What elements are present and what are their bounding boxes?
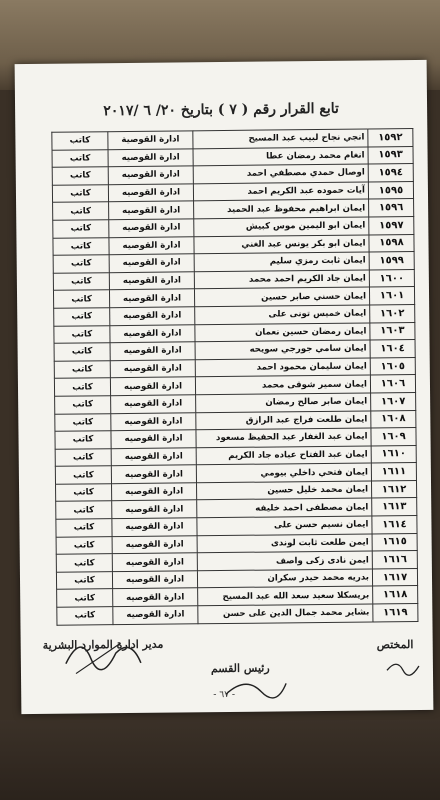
department: ادارة القوصيه [109, 219, 194, 237]
department: ادارة القوصيه [113, 606, 198, 624]
row-number: ١٥٩٣ [368, 146, 413, 164]
row-number: ١٦٠٧ [371, 392, 416, 410]
employee-name: ايمان عبد الفتاح عباده جاد الكريم [196, 446, 371, 465]
job-title: كاتب [55, 413, 111, 431]
row-number: ١٦١٩ [373, 604, 418, 622]
row-number: ١٦٠٦ [370, 375, 415, 393]
department: ادارة القوصيه [110, 360, 195, 378]
job-title: كاتب [55, 431, 111, 449]
employee-name: ايمان ابراهيم محفوظ عبد الحميد [194, 199, 369, 218]
job-title: كاتب [56, 572, 112, 590]
employee-name: ايمان سمير شوقى محمد [195, 375, 370, 394]
department: ادارة القوصيه [112, 518, 197, 536]
job-title: كاتب [55, 466, 111, 484]
employee-name: ايمان عبد الغفار عبد الحفيظ مسعود [196, 428, 371, 447]
employee-name: ايمان فتحي داخلي بيومي [196, 463, 371, 482]
job-title: كاتب [53, 290, 109, 308]
job-title: كاتب [53, 220, 109, 238]
job-title: كاتب [52, 132, 108, 150]
job-title: كاتب [52, 167, 108, 185]
background-bottom [0, 720, 440, 800]
row-number: ١٦١٦ [372, 551, 417, 569]
employee-name: ايمان محمد خليل حسين [197, 481, 372, 500]
job-title: كاتب [55, 396, 111, 414]
row-number: ١٦١٧ [372, 568, 417, 586]
row-number: ١٦١٤ [372, 516, 417, 534]
employee-name: ايمن نادى زكى واصف [197, 551, 372, 570]
department: ادارة القوصية [108, 131, 193, 149]
row-number: ١٦٠١ [369, 287, 414, 305]
row-number: ١٥٩٢ [368, 129, 413, 147]
department: ادارة القوصيه [109, 236, 194, 254]
department: ادارة القوصيه [111, 447, 196, 465]
table-row [57, 604, 418, 625]
department: ادارة القوصيه [108, 166, 193, 184]
row-number: ١٦٠٥ [370, 357, 415, 375]
row-number: ١٦٠٢ [370, 304, 415, 322]
row-number: ١٦١٣ [372, 498, 417, 516]
job-title: كاتب [52, 184, 108, 202]
employee-name: بشاير محمد جمال الدين على حسن [198, 604, 373, 623]
department: ادارة القوصيه [111, 412, 196, 430]
job-title: كاتب [52, 149, 108, 167]
job-title: كاتب [54, 325, 110, 343]
job-title: كاتب [56, 519, 112, 537]
row-number: ١٦١٠ [371, 445, 416, 463]
job-title: كاتب [53, 237, 109, 255]
job-title: كاتب [57, 589, 113, 607]
department: ادارة القوصيه [112, 500, 197, 518]
employee-name: ايمان خميس تونى على [195, 305, 370, 324]
department: ادارة القوصيه [112, 571, 197, 589]
employee-name: آيات حموده عبد الكريم احمد [193, 182, 368, 201]
department: ادارة القوصيه [111, 465, 196, 483]
employee-name: ايمان حسني صابر حسين [194, 287, 369, 306]
row-number: ١٦١٥ [372, 533, 417, 551]
employee-name: انغام محمد رمضان عطا [193, 147, 368, 166]
handwritten-signature-right [383, 656, 423, 680]
department: ادارة القوصيه [109, 254, 194, 272]
row-number: ١٥٩٥ [368, 181, 413, 199]
employee-name: ايمن طلعت ثابت لوندى [197, 534, 372, 553]
job-title: كاتب [54, 378, 110, 396]
signature-department-head: رئيس القسم [210, 661, 270, 676]
row-number: ١٦٠٤ [370, 340, 415, 358]
row-number: ١٥٩٨ [369, 234, 414, 252]
job-title: كاتب [53, 272, 109, 290]
department: ادارة القوصيه [112, 535, 197, 553]
employee-name: ايمان نسيم حسن على [197, 516, 372, 535]
department: ادارة القوصيه [108, 148, 193, 166]
employee-name: ايمان رمضان حسين نعمان [195, 323, 370, 342]
employee-name: انجي نجاح لبيب عبد المسيح [193, 129, 368, 148]
employee-name: ايمان ابو بكر يونس عبد الغني [194, 235, 369, 254]
signature-hr-manager: مدير ادارة الموارد البشرية [42, 637, 164, 652]
row-number: ١٦٠٠ [369, 269, 414, 287]
row-number: ١٦١٨ [373, 586, 418, 604]
row-number: ١٦٠٣ [370, 322, 415, 340]
job-title: كاتب [56, 501, 112, 519]
row-number: ١٦٠٨ [371, 410, 416, 428]
department: ادارة القوصيه [113, 588, 198, 606]
employee-name: بريسكلا سعيد سعد الله عبد المسيح [198, 586, 373, 605]
row-number: ١٥٩٦ [369, 199, 414, 217]
department: ادارة القوصيه [110, 342, 195, 360]
employee-name: ايمان طلعت فراج عبد الرازق [196, 410, 371, 429]
department: ادارة القوصيه [111, 430, 196, 448]
department: ادارة القوصيه [110, 324, 195, 342]
job-title: كاتب [54, 308, 110, 326]
employee-name: اوصال حمدي مصطفي احمد [193, 164, 368, 183]
department: ادارة القوصيه [112, 553, 197, 571]
page-title: تابع القرار رقم ( ٧ ) بتاريخ ٢٠/ ٦ /٢٠١٧ [103, 100, 339, 120]
department: ادارة القوصيه [110, 377, 195, 395]
employee-name: ايمان سليمان محمود احمد [195, 358, 370, 377]
row-number: ١٦٠٩ [371, 428, 416, 446]
job-title: كاتب [54, 343, 110, 361]
department: ادارة القوصيه [110, 307, 195, 325]
job-title: كاتب [53, 202, 109, 220]
page-number: - ٦٧ - [213, 689, 236, 701]
employee-name: ايمان مصطفى احمد خليفه [197, 498, 372, 517]
employee-name: بدريه محمد حيدر سكران [197, 569, 372, 588]
department: ادارة القوصيه [111, 395, 196, 413]
signature-specialist: المختص [376, 638, 414, 652]
handwritten-signature-left [60, 623, 151, 684]
row-number: ١٦١٢ [371, 480, 416, 498]
department: ادارة القوصيه [112, 483, 197, 501]
row-number: ١٥٩٤ [368, 164, 413, 182]
job-title: كاتب [55, 448, 111, 466]
job-title: كاتب [57, 607, 113, 625]
job-title: كاتب [56, 536, 112, 554]
department: ادارة القوصيه [108, 184, 193, 202]
job-title: كاتب [56, 554, 112, 572]
employee-name: ايمان ثابت رمزي سليم [194, 252, 369, 271]
row-number: ١٦١١ [371, 463, 416, 481]
department: ادارة القوصيه [109, 272, 194, 290]
handwritten-signature-middle [221, 673, 291, 704]
employee-table [51, 128, 418, 625]
job-title: كاتب [56, 484, 112, 502]
department: ادارة القوصيه [109, 289, 194, 307]
job-title: كاتب [53, 255, 109, 273]
employee-name: ايمان صابر صالح رمضان [196, 393, 371, 412]
employee-name: ايمان سامي جورجي سويحه [195, 340, 370, 359]
department: ادارة القوصيه [109, 201, 194, 219]
job-title: كاتب [54, 360, 110, 378]
document-page [15, 60, 434, 714]
row-number: ١٥٩٩ [369, 252, 414, 270]
row-number: ١٥٩٧ [369, 216, 414, 234]
employee-name: ايمان ابو اليمين موس كبيش [194, 217, 369, 236]
employee-name: ايمان جاد الكريم احمد محمد [194, 270, 369, 289]
